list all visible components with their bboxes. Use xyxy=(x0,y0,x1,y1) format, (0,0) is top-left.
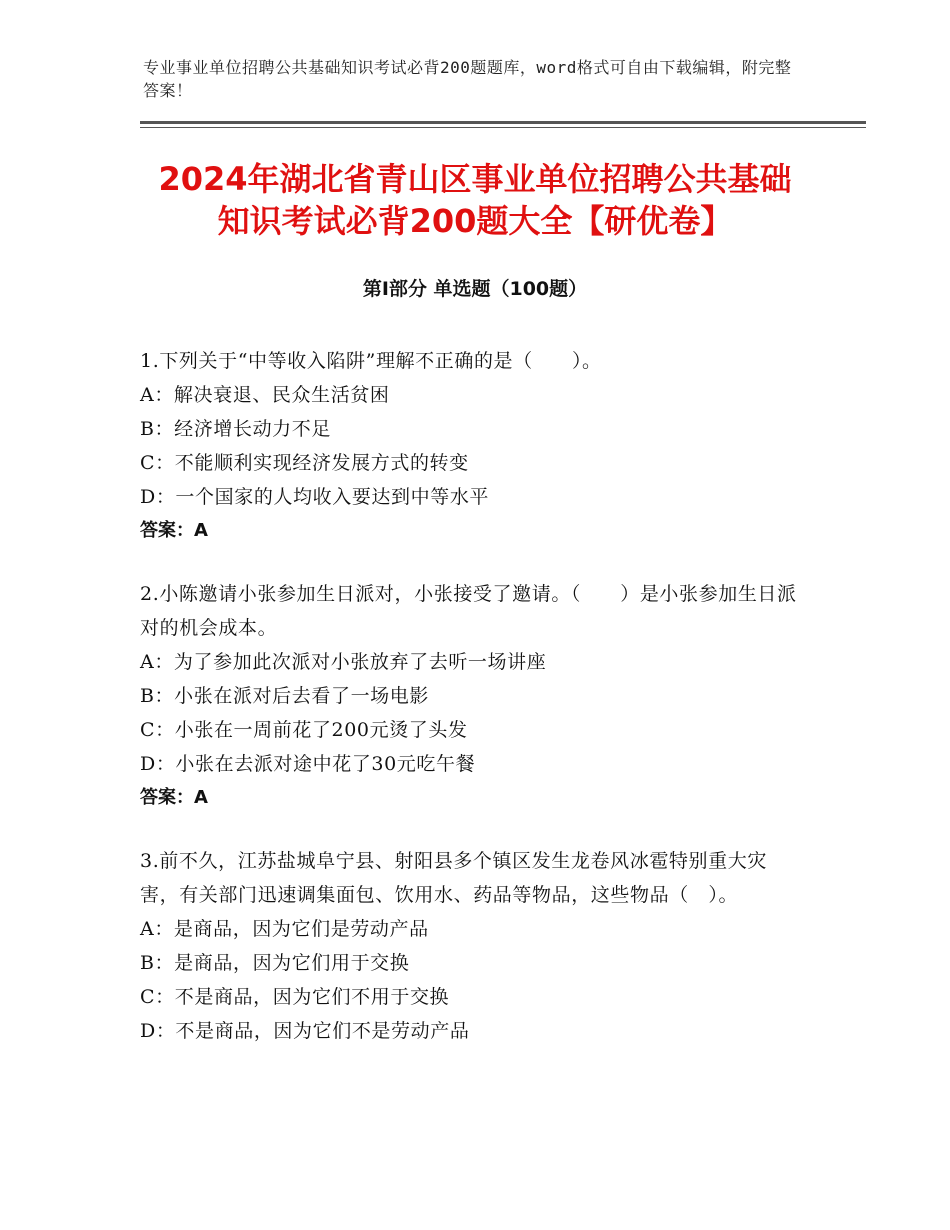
question-list xyxy=(140,344,800,1077)
question-stem: 3.前不久，江苏盐城阜宁县、射阳县多个镇区发生龙卷风冰雹特别重大灾害，有关部门迅速调集面包、饮用水、药品等物品，这些物品（ ）。 xyxy=(140,850,767,906)
option-d: D：一个国家的人均收入要达到中等水平 xyxy=(140,486,490,508)
question-2 xyxy=(140,577,800,815)
option-c: C：不是商品，因为它们不用于交换 xyxy=(140,986,450,1008)
question-3 xyxy=(140,844,800,1048)
option-b: B：经济增长动力不足 xyxy=(140,418,331,440)
option-b: B：小张在派对后去看了一场电影 xyxy=(140,685,429,707)
option-d: D：不是商品，因为它们不是劳动产品 xyxy=(140,1020,470,1042)
document-title-line-1: 2024年湖北省青山区事业单位招聘公共基础 xyxy=(158,160,792,198)
answer-label: 答案：A xyxy=(140,520,208,541)
question-1 xyxy=(140,344,800,548)
option-b: B：是商品，因为它们用于交换 xyxy=(140,952,410,974)
option-a: A：为了参加此次派对小张放弃了去听一场讲座 xyxy=(140,651,547,673)
header-divider-thin xyxy=(140,127,866,128)
document-title xyxy=(100,158,850,242)
option-a: A：解决衰退、民众生活贫困 xyxy=(140,384,390,406)
document-title-line-2: 知识考试必背200题大全【研优卷】 xyxy=(217,202,733,240)
header-note: 专业事业单位招聘公共基础知识考试必背200题题库，word格式可自由下载编辑，附完整答案！ xyxy=(143,58,792,100)
question-stem: 1.下列关于“中等收入陷阱”理解不正确的是（ ）。 xyxy=(140,350,602,372)
option-c: C：不能顺利实现经济发展方式的转变 xyxy=(140,452,469,474)
option-a: A：是商品，因为它们是劳动产品 xyxy=(140,918,429,940)
section-title: 第Ⅰ部分 单选题（100题） xyxy=(362,278,588,300)
option-d: D：小张在去派对途中花了30元吃午餐 xyxy=(140,753,476,775)
question-stem: 2.小陈邀请小张参加生日派对，小张接受了邀请。（ ）是小张参加生日派对的机会成本。 xyxy=(140,583,797,639)
header-divider-thick xyxy=(140,121,866,124)
answer-label: 答案：A xyxy=(140,787,208,808)
option-c: C：小张在一周前花了200元烫了头发 xyxy=(140,719,468,741)
